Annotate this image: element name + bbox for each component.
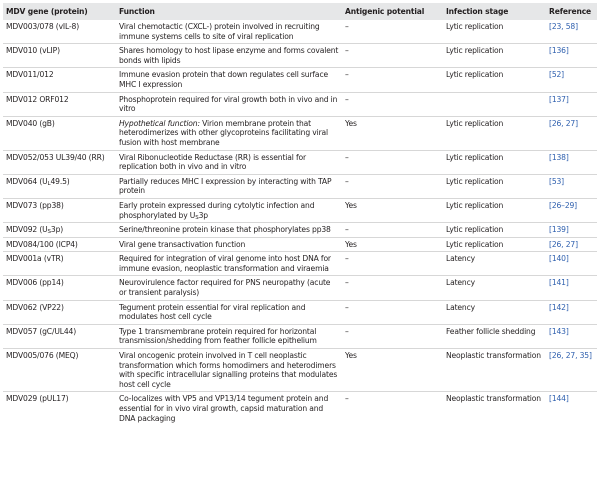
cell-antigenic: – [342,324,443,348]
gene-rest: 49.5) [50,176,70,186]
cell-stage: Latency [443,252,546,276]
cell-gene [3,174,116,198]
cell-antigenic: – [342,92,443,116]
cell-antigenic: – [342,68,443,92]
cell-function [116,116,342,150]
cell-gene: MDV084/100 (ICP4) [3,237,116,252]
cell-function: Immune evasion protein that down regulates cell surface MHC I expression [116,68,342,92]
cell-reference[interactable]: [143] [546,324,597,348]
cell-function: Shares homology to host lipase enzyme and forms covalent bonds with lipids [116,44,342,68]
cell-stage: Lytic replication [443,174,546,198]
function-text: Virion membrane protein that heterodimerizes with other glycoproteins facilitating viral fusion with host membrane [119,118,329,147]
cell-function [116,198,342,222]
cell-stage: Lytic replication [443,237,546,252]
cell-gene [3,223,116,238]
cell-reference[interactable]: [26, 27] [546,116,597,150]
mdv-gene-table [3,3,597,425]
gene-subscript: S [47,229,51,236]
cell-gene: MDV010 (vLIP) [3,44,116,68]
cell-gene: MDV029 (pUL17) [6,394,69,404]
cell-antigenic: – [342,20,443,44]
cell-gene: MDV012 ORF012 [3,92,116,116]
cell-function: Phosphoprotein required for viral growth both in vivo and in vitro [116,92,342,116]
cell-reference[interactable]: [144] [549,394,569,404]
cell-antigenic: – [342,44,443,68]
cell-gene: MDV052/053 UL39/40 (RR) [3,150,116,174]
cell-function: Viral gene transactivation function [116,237,342,252]
cell-reference[interactable]: [140] [546,252,597,276]
cell-gene: MDV005/076 (MEQ) [3,349,116,392]
cell-stage: Lytic replication [443,150,546,174]
cell-antigenic: – [342,174,443,198]
cell-reference[interactable]: [142] [546,300,597,324]
gene-main: MDV092 (U [6,225,48,235]
table-row [3,150,597,174]
cell-reference[interactable]: [138] [546,150,597,174]
cell-gene: MDV040 (gB) [3,116,116,150]
cell-function: Partially reduces MHC I expression by interacting with TAP protein [116,174,342,198]
cell-gene: MDV001a (vTR) [3,252,116,276]
cell-antigenic: – [342,223,443,238]
cell-reference[interactable]: [52] [546,68,597,92]
table-row [3,252,597,276]
table-header-row [3,3,597,20]
cell-stage: Lytic replication [443,223,546,238]
cell-antigenic: Yes [342,237,443,252]
hypothetical-label: Hypothetical function: [119,118,200,128]
cell-gene: MDV006 (pp14) [3,276,116,300]
cell-function: Required for integration of viral genome into host DNA for immune evasion, neoplastic transformation and viraemia [116,252,342,276]
header-reference: Reference [546,3,597,20]
cell-reference[interactable]: [141] [546,276,597,300]
cell-reference[interactable]: [136] [546,44,597,68]
function-main: Early protein expressed during cytolytic infection and phosphorylated by U [119,200,315,220]
cell-stage: Lytic replication [443,68,546,92]
cell-antigenic: – [345,394,349,404]
cell-stage: Lytic replication [443,116,546,150]
function-rest: 3p [198,210,208,220]
header-gene: MDV gene (protein) [3,3,116,20]
cell-antigenic: Yes [342,116,443,150]
cell-stage: Neoplastic transformation [446,394,541,404]
cell-stage: Neoplastic transformation [443,349,546,392]
cell-function: Viral chemotactic (CXCL-) protein involved in recruiting immune systems cells to site of viral replication [116,20,342,44]
cell-stage: Lytic replication [443,20,546,44]
cell-reference[interactable]: [26, 27] [546,237,597,252]
cell-reference[interactable]: [139] [546,223,597,238]
table-row [3,198,597,222]
gene-rest: 3p) [50,225,64,235]
table-row [3,223,597,238]
cell-reference[interactable]: [53] [546,174,597,198]
table-row [3,276,597,300]
cell-stage [443,92,546,116]
cell-antigenic: – [342,252,443,276]
cell-gene: MDV073 (pp38) [3,198,116,222]
header-antigenic: Antigenic potential [342,3,443,20]
header-function: Function [116,3,342,20]
table-row [3,349,597,392]
cell-function: Neurovirulence factor required for PNS neuropathy (acute or transient paralysis) [116,276,342,300]
gene-subscript: L [47,180,51,187]
cell-antigenic: Yes [342,198,443,222]
function-subscript: S [195,214,199,221]
cell-function: Tegument protein essential for viral replication and modulates host cell cycle [116,300,342,324]
cell-function: Viral oncogenic protein involved in T cell neoplastic transformation which forms homodimers and heterodimers with specific intracellular signalling proteins that modulates host cell cycle [116,349,342,392]
cell-gene: MDV062 (VP22) [3,300,116,324]
cell-reference[interactable]: [26–29] [546,198,597,222]
header-stage: Infection stage [443,3,546,20]
cell-function: Type 1 transmembrane protein required for horizontal transmission/shedding from feather follicle epithelium [116,324,342,348]
cell-function: Viral Ribonucleotide Reductase (RR) is essential for replication both in vivo and in vitro [116,150,342,174]
table-row [3,92,597,116]
cell-antigenic: – [342,150,443,174]
cell-antigenic: – [342,300,443,324]
table-row [3,174,597,198]
cell-gene: MDV003/078 (vIL-8) [3,20,116,44]
table-row [3,44,597,68]
gene-main: MDV064 (U [6,176,48,186]
cell-function: Co-localizes with VP5 and VP13/14 tegument protein and essential for in vivo viral growth, capsid maturation and DNA packaging [119,394,329,423]
cell-reference[interactable]: [26, 27, 35] [546,349,597,392]
cell-antigenic: Yes [342,349,443,392]
cell-reference[interactable]: [137] [546,92,597,116]
table-row [3,20,597,44]
cell-stage: Feather follicle shedding [443,324,546,348]
cell-stage: Lytic replication [443,198,546,222]
table-row [3,237,597,252]
cell-gene: MDV057 (gC/UL44) [3,324,116,348]
table-row [3,300,597,324]
cell-function: Serine/threonine protein kinase that phosphorylates pp38 [116,223,342,238]
table-row [3,392,597,425]
cell-reference[interactable]: [23, 58] [546,20,597,44]
cell-stage: Latency [443,276,546,300]
gene-function-table-wrapper [3,3,597,425]
cell-antigenic: – [342,276,443,300]
cell-stage: Latency [443,300,546,324]
table-row [3,68,597,92]
table-row [3,116,597,150]
cell-stage: Lytic replication [443,44,546,68]
cell-gene: MDV011/012 [3,68,116,92]
table-row [3,324,597,348]
